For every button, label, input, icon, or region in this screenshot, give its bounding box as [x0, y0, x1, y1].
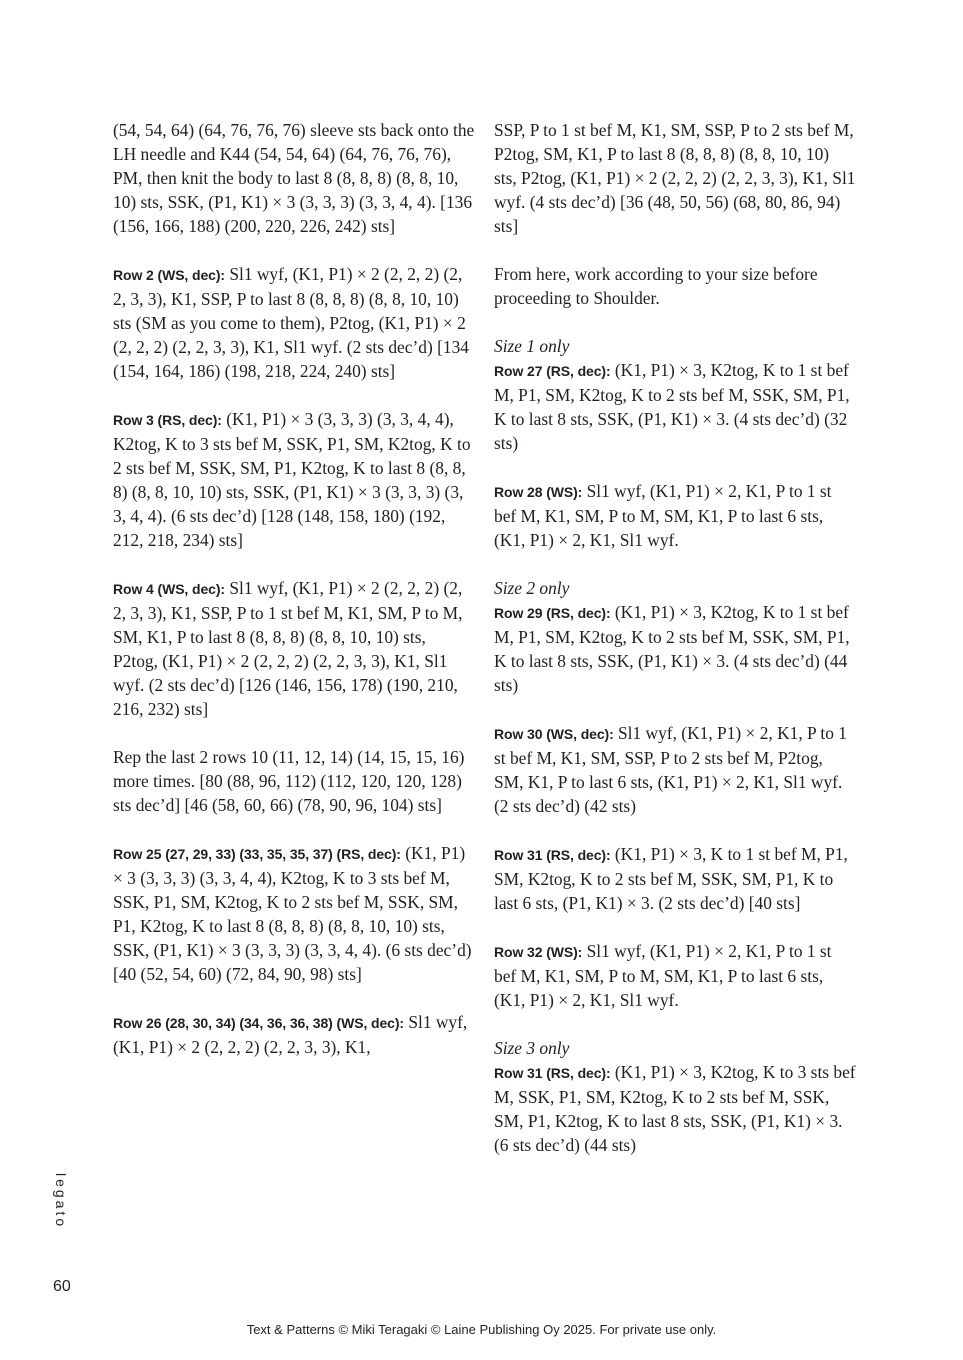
row-text: Sl1 wyf, (K1, P1) × 2, K1, P to 1 st bef M, K1, SM, SSP, P to 2 sts bef M, P2tog, SM, K1, P to last 6 sts, (K1, P1) × 2, K1, Sl1 wyf. (2 sts dec’d) (42 sts) — [494, 723, 847, 816]
left-column — [113, 118, 475, 1083]
page-number: 60 — [53, 1278, 71, 1295]
row-heading: Row 31 (RS, dec): — [494, 1065, 611, 1081]
row-text: Sl1 wyf, (K1, P1) × 2 (2, 2, 2) (2, 2, 3, 3), K1, SSP, P to 1 st bef M, K1, SM, P to M, SM, K1, P to last 8 (8, 8, 8) (8, 8, 10, 10) sts, P2tog, (K1, P1) × 2 (2, 2, 2) (2, 2, 3, 3), K1, Sl1 wyf. (2 sts dec’d) [126 (146, 156, 178) (190, 210, 216, 232) sts] — [113, 578, 463, 719]
size-label: Size 3 only — [494, 1038, 570, 1058]
instruction-row-31-size-3 — [494, 1036, 856, 1157]
instruction-row-4 — [113, 576, 475, 721]
row-text: Sl1 wyf, (K1, P1) × 2 (2, 2, 2) (2, 2, 3, 3), K1, — [113, 1012, 468, 1057]
copyright-footer: Text & Patterns © Miki Teragaki © Laine Publishing Oy 2025. For private use only. — [246, 1322, 717, 1337]
paragraph-text: From here, work according to your size before proceeding to Shoulder. — [494, 264, 818, 308]
instruction-row-28 — [494, 479, 856, 552]
paragraph — [494, 118, 856, 238]
instruction-row-32 — [494, 939, 856, 1012]
row-heading: Row 25 (27, 29, 33) (33, 35, 35, 37) (RS, dec): — [113, 846, 401, 862]
row-heading: Row 29 (RS, dec): — [494, 605, 611, 621]
size-label: Size 2 only — [494, 578, 570, 598]
row-heading: Row 26 (28, 30, 34) (34, 36, 36, 38) (WS, dec): — [113, 1015, 404, 1031]
right-column — [494, 118, 856, 1181]
row-text: (K1, P1) × 3 (3, 3, 3) (3, 3, 4, 4), K2tog, K to 3 sts bef M, SSK, P1, SM, K2tog, K to 2 sts bef M, SSK, SM, P1, K2tog, K to last 8 (8, 8, 8) (8, 8, 10, 10) sts, SSK, (P1, K1) × 3 (3, 3, 3) (3, 3, 4, 4). (6 sts dec’d) [40 (52, 54, 60) (72, 84, 90, 98) sts] — [113, 843, 472, 984]
row-text: (K1, P1) × 3 (3, 3, 3) (3, 3, 4, 4), K2tog, K to 3 sts bef M, SSK, P1, SM, K2tog, K to 2 sts bef M, SSK, SM, P1, K2tog, K to last 8 (8, 8, 8) (8, 8, 10, 10) sts, SSK, (P1, K1) × 3 (3, 3, 3) (3, 3, 4, 4). (6 sts dec’d) [128 (148, 158, 180) (192, 212, 218, 234) sts] — [113, 409, 471, 550]
row-heading: Row 28 (WS): — [494, 484, 583, 500]
row-text: (K1, P1) × 3, K2tog, K to 1 st bef M, P1, SM, K2tog, K to 2 sts bef M, SSK, SM, P1, K to last 8 sts, SSK, (P1, K1) × 3. (4 sts dec’d) (44 sts) — [494, 602, 850, 695]
spine-title: legato — [53, 1173, 69, 1230]
instruction-row-31 — [494, 842, 856, 915]
row-text: (K1, P1) × 3, K to 1 st bef M, P1, SM, K2tog, K to 2 sts bef M, SSK, SM, P1, K to last 6 sts, (P1, K1) × 3. (2 sts dec’d) [40 sts] — [494, 844, 848, 913]
instruction-row-26 — [113, 1010, 475, 1059]
row-heading: Row 3 (RS, dec): — [113, 412, 222, 428]
row-text: Sl1 wyf, (K1, P1) × 2, K1, P to 1 st bef M, K1, SM, P to M, SM, K1, P to last 6 sts, (K1, P1) × 2, K1, Sl1 wyf. — [494, 481, 832, 550]
repeat-instruction — [113, 745, 475, 817]
paragraph-text: SSP, P to 1 st bef M, K1, SM, SSP, P to 2 sts bef M, P2tog, SM, K1, P to last 8 (8, 8, 8) (8, 8, 10, 10) sts, P2tog, (K1, P1) × 2 (2, 2, 2) (2, 2, 3, 3), K1, Sl1 wyf. (4 sts dec’d) [36 (48, 50, 56) (68, 80, 86, 94) sts] — [494, 120, 856, 236]
row-heading: Row 30 (WS, dec): — [494, 726, 614, 742]
instruction-row-2 — [113, 262, 475, 383]
row-heading: Row 4 (WS, dec): — [113, 581, 225, 597]
row-heading: Row 2 (WS, dec): — [113, 267, 225, 283]
instruction-row-25 — [113, 841, 475, 986]
row-heading: Row 31 (RS, dec): — [494, 847, 611, 863]
instruction-row-29 — [494, 576, 856, 697]
row-heading: Row 27 (RS, dec): — [494, 363, 611, 379]
instruction-row-27 — [494, 334, 856, 455]
row-heading: Row 32 (WS): — [494, 944, 583, 960]
paragraph — [494, 262, 856, 310]
paragraph-text: Rep the last 2 rows 10 (11, 12, 14) (14, 15, 15, 16) more times. [80 (88, 96, 112) (112, 120, 120, 128) sts dec’d] [46 (58, 60, 66) (78, 90, 96, 104) sts] — [113, 747, 465, 815]
paragraph — [113, 118, 475, 238]
row-text: Sl1 wyf, (K1, P1) × 2, K1, P to 1 st bef M, K1, SM, P to M, SM, K1, P to last 6 sts, (K1, P1) × 2, K1, Sl1 wyf. — [494, 941, 832, 1010]
instruction-row-30 — [494, 721, 856, 818]
row-text: (K1, P1) × 3, K2tog, K to 1 st bef M, P1, SM, K2tog, K to 2 sts bef M, SSK, SM, P1, K to last 8 sts, SSK, (P1, K1) × 3. (4 sts dec’d) (32 sts) — [494, 360, 850, 453]
row-text: (K1, P1) × 3, K2tog, K to 3 sts bef M, SSK, P1, SM, K2tog, K to 2 sts bef M, SSK, SM, P1, K2tog, K to last 8 sts, SSK, (P1, K1) × 3. (6 sts dec’d) (44 sts) — [494, 1062, 856, 1155]
paragraph-text: (54, 54, 64) (64, 76, 76, 76) sleeve sts back onto the LH needle and K44 (54, 54, 64) (64, 76, 76, 76), PM, then knit the body to last 8 (8, 8, 8) (8, 8, 10, 10) sts, SSK, (P1, K1) × 3 (3, 3, 3) (3, 3, 4, 4). [136 (156, 166, 188) (200, 220, 226, 242) sts] — [113, 120, 475, 236]
instruction-row-3 — [113, 407, 475, 552]
size-label: Size 1 only — [494, 336, 570, 356]
row-text: Sl1 wyf, (K1, P1) × 2 (2, 2, 2) (2, 2, 3, 3), K1, SSP, P to last 8 (8, 8, 8) (8, 8, 10, 10) sts (SM as you come to them), P2tog, (K1, P1) × 2 (2, 2, 2) (2, 2, 3, 3), K1, Sl1 wyf. (2 sts dec’d) [134 (154, 164, 186) (198, 218, 224, 240) sts] — [113, 264, 469, 381]
